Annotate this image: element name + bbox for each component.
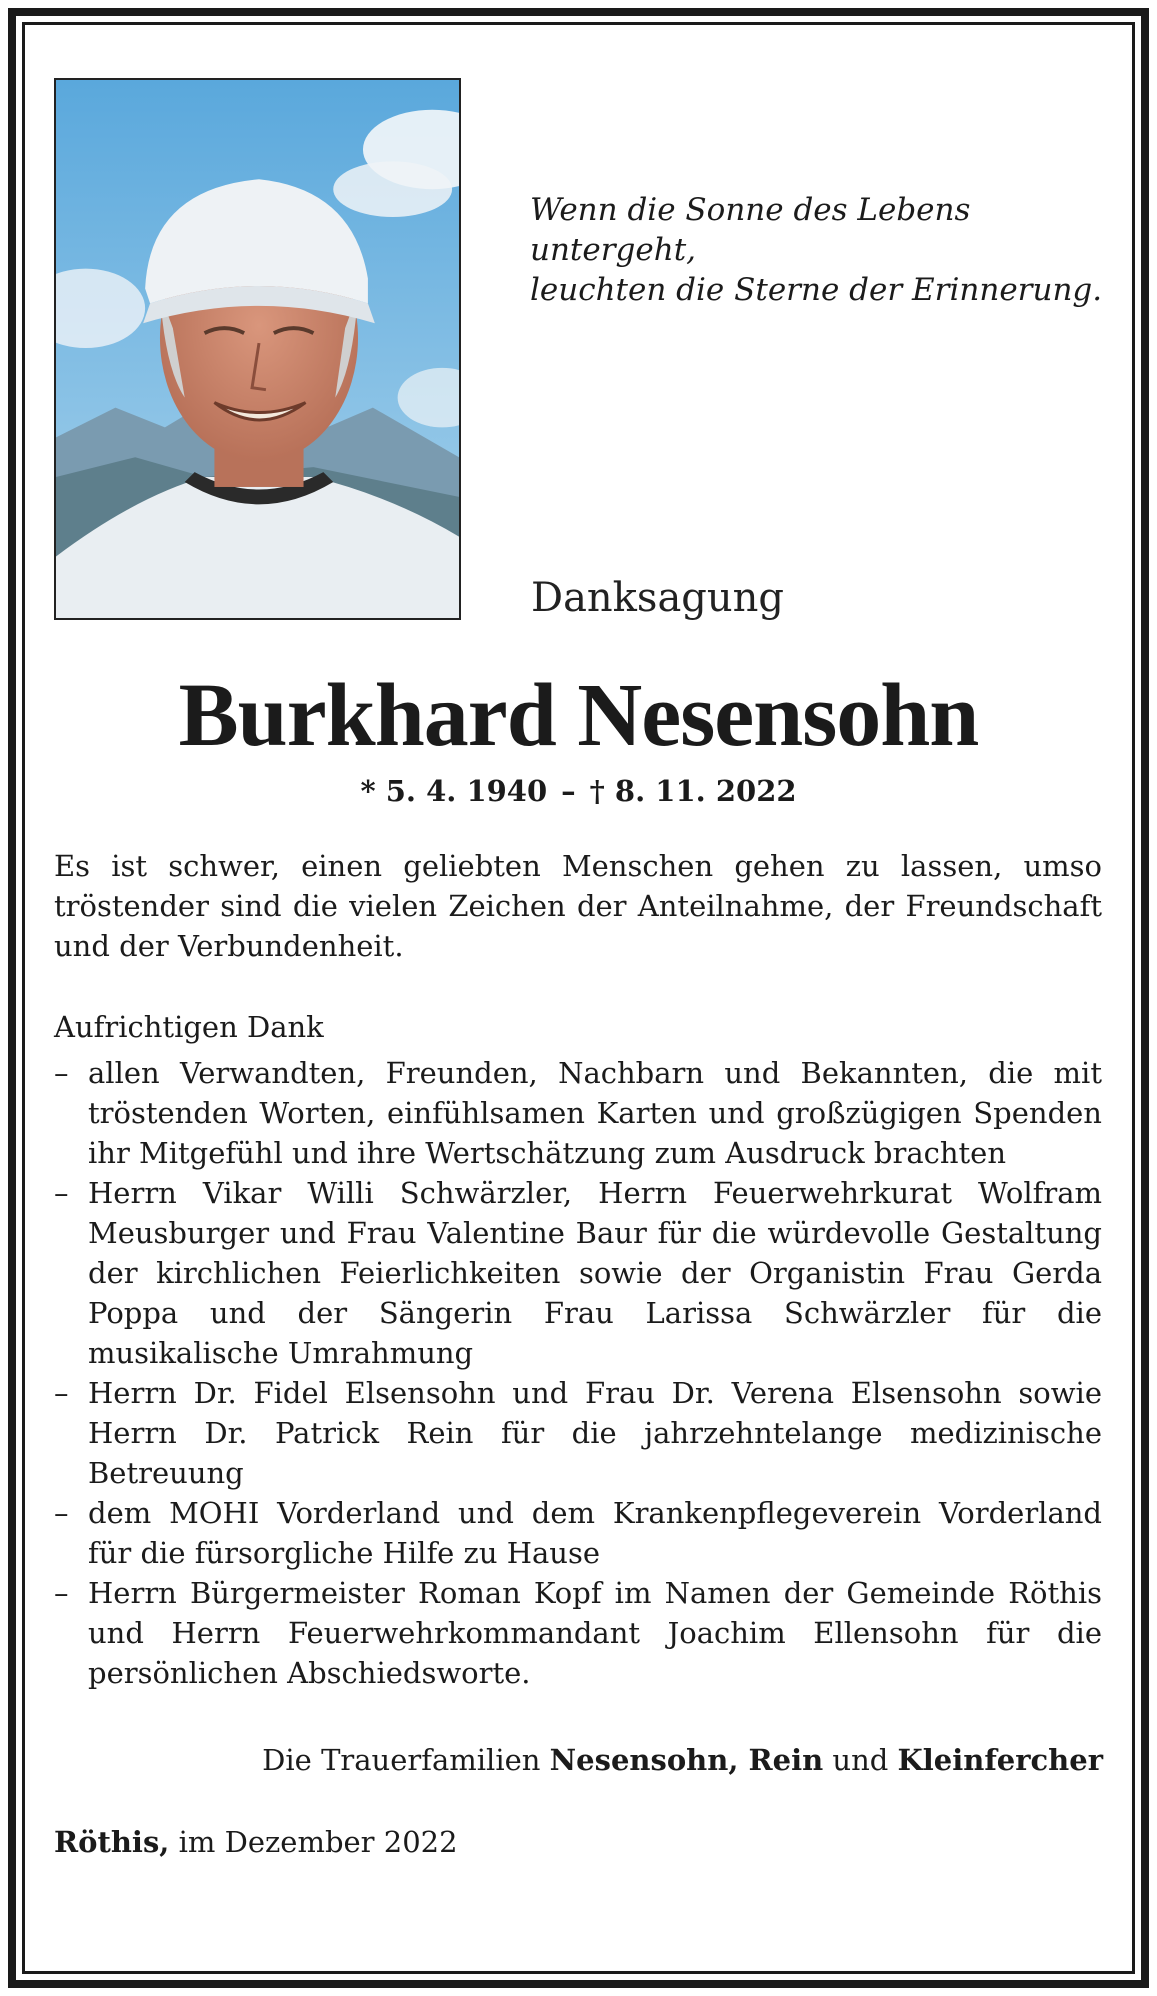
thanks-item <box>54 1373 1102 1493</box>
thanks-list <box>54 1053 1102 1693</box>
life-dates <box>0 772 1157 810</box>
family-names-2: Kleinfercher <box>897 1743 1103 1777</box>
birth-date: * 5. 4. 1940 <box>360 774 548 808</box>
families-prefix: Die Trauerfamilien <box>262 1743 541 1777</box>
list-dash: – <box>54 1576 69 1610</box>
families-conjunction: und <box>832 1743 889 1777</box>
thanks-item-text: Herrn Dr. Fidel Elsensohn und Frau Dr. Verena Elsensohn sowie Herrn Dr. Patrick Rein für die jahrzehntelange medizinische Betreuung <box>88 1376 1102 1490</box>
thanks-item-text: dem MOHI Vorderland und dem Krankenpflegeverein Vorderland für die fürsorgliche Hilfe zu Hause <box>88 1496 1102 1570</box>
deceased-name: Burkhard Nesensohn <box>178 666 979 765</box>
family-names-1: Nesensohn, Rein <box>549 1743 824 1777</box>
thanks-item-text: allen Verwandten, Freunden, Nachbarn und Bekannten, die mit tröstenden Worten, einfühlsamen Karten und großzügigen Spenden ihr Mitgefühl und ihre Wertschätzung zum Ausdruck brachten <box>88 1056 1102 1170</box>
memorial-quote <box>530 190 1110 310</box>
list-dash: – <box>54 1176 69 1210</box>
quote-line-1: Wenn die Sonne des Lebens untergeht, <box>530 192 971 268</box>
list-dash: – <box>54 1376 69 1410</box>
thanks-item <box>54 1493 1102 1573</box>
notice-heading: Danksagung <box>531 575 785 621</box>
thanks-item <box>54 1173 1102 1373</box>
portrait-photo <box>54 78 461 620</box>
date-separator: – <box>561 774 576 808</box>
place-date <box>54 1822 458 1862</box>
place-town: Röthis, <box>54 1825 170 1859</box>
thanks-item-text: Herrn Bürgermeister Roman Kopf im Namen der Gemeinde Röthis und Herrn Feuerwehrkommandant Joachim Ellensohn für die persönlichen Abschiedsworte. <box>88 1576 1102 1690</box>
place-month: im Dezember 2022 <box>178 1825 458 1859</box>
death-date: † 8. 11. 2022 <box>589 774 797 808</box>
thanks-item <box>54 1053 1102 1173</box>
thanks-label: Aufrichtigen Dank <box>54 1010 324 1044</box>
list-dash: – <box>54 1496 69 1530</box>
intro-paragraph: Es ist schwer, einen geliebten Menschen gehen zu lassen, umso tröstender sind die vielen Zeichen der Anteilnahme, der Freundschaft und der Verbundenheit. <box>54 849 1102 963</box>
list-dash: – <box>54 1056 69 1090</box>
thanks-item-text: Herrn Vikar Willi Schwärzler, Herrn Feuerwehrkurat Wolfram Meusburger und Frau Valentine Baur für die würdevolle Gestaltung der kirchlichen Feierlichkeiten sowie der Organistin Frau Gerda Poppa und der Sängerin Frau Larissa Schwärzler für die musikalische Umrahmung <box>88 1176 1102 1370</box>
quote-line-2: leuchten die Sterne der Erinnerung. <box>530 272 1103 308</box>
family-signature <box>262 1740 1103 1780</box>
thanks-item <box>54 1573 1102 1693</box>
